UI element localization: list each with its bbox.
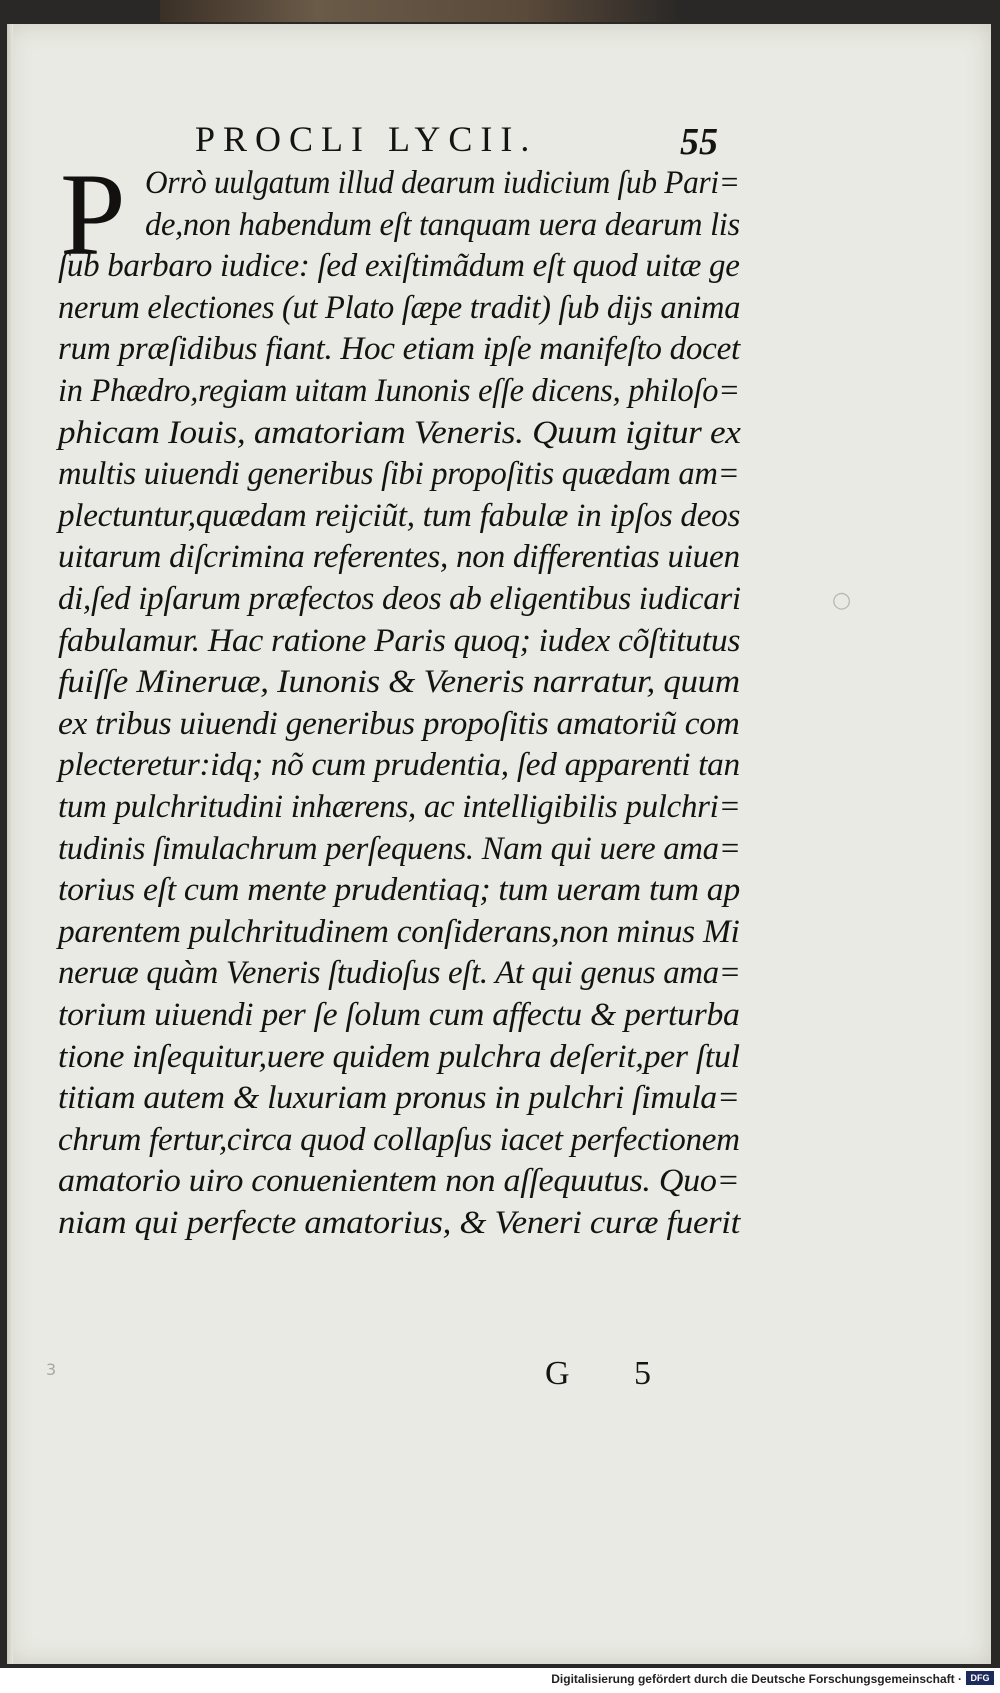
text-line: tudinis ſimulachrum perſequens. Nam qui uere ama= [58, 830, 741, 867]
text-line: multis uiuendi generibus ſibi propoſitis quædam am= [58, 456, 740, 493]
text-line: plectuntur,quædam reijciũt, tum fabulæ in ipſos deos [58, 497, 741, 534]
text-line: in Phædro,regiam uitam Iunonis eſſe dicens, philoſo= [58, 373, 740, 409]
drop-cap-initial: P [60, 149, 126, 280]
text-line: ex tribus uiuendi generibus propoſitis amatoriũ com [58, 705, 740, 742]
text-line: nerum electiones (ut Plato ſæpe tradit) ſub dijs anima [58, 289, 741, 326]
binding-shadow [160, 0, 680, 22]
text-line: Orrò uulgatum illud dearum iudicium ſub Pari= [145, 165, 740, 201]
text-line: torium uiuendi per ſe ſolum cum affectu & perturba [58, 997, 740, 1033]
text-line: neruæ quàm Veneris ſtudioſus eſt. At qui genus ama= [58, 955, 741, 992]
text-line: plecteretur:idq; nõ cum prudentia, ſed apparenti tan [58, 747, 740, 784]
text-line: parentem pulchritudinem conſiderans,non minus Mi [58, 913, 740, 950]
page-gutter [7, 24, 13, 1664]
digitization-credit: Digitalisierung gefördert durch die Deutsche Forschungsgemeinschaft · [551, 1672, 962, 1686]
text-line: tum pulchritudini inhærens, ac intelligibilis pulchri= [58, 789, 741, 825]
text-line: amatorio uiro conuenientem non aſſequutus. Quo= [58, 1163, 740, 1200]
text-line: torius eſt cum mente prudentiaq; tum ueram tum ap [58, 872, 740, 909]
text-line: fabulamur. Hac ratione Paris quoq; iudex cõſtitutus [58, 622, 741, 659]
margin-mark: ○ [832, 588, 852, 613]
stray-mark: 3 [46, 1360, 57, 1379]
text-line: ſub barbaro iudice: ſed exiſtimãdum eſt quod uitæ ge [58, 248, 740, 285]
text-line: chrum fertur,circa quod collapſus iacet perfectionem [58, 1121, 740, 1158]
text-line: niam qui perfecte amatorius, & Veneri curæ fuerit [58, 1205, 741, 1241]
signature-mark: G 5 [545, 1355, 680, 1392]
text-line: tione inſequitur,uere quidem pulchra deſerit,per ſtul [58, 1038, 740, 1075]
text-line: di,ſed ipſarum præfectos deos ab eligentibus iudicari [58, 581, 741, 617]
dfg-logo: DFG [966, 1671, 994, 1685]
text-line: phicam Iouis, amatoriam Veneris. Quum igitur ex [58, 414, 741, 451]
text-line: de,non habendum eſt tanquam uera dearum lis [145, 206, 740, 243]
text-line: uitarum diſcrimina referentes, non differentias uiuen [58, 539, 740, 576]
page-number: 55 [680, 121, 718, 163]
text-line: fuiſſe Mineruæ, Iunonis & Veneris narratur, quum [58, 664, 740, 701]
running-head: PROCLI LYCII. [195, 119, 538, 159]
text-line: rum præſidibus fiant. Hoc etiam ipſe manifeſto docet [58, 331, 740, 368]
text-line: titiam autem & luxuriam pronus in pulchri ſimula= [58, 1080, 740, 1117]
